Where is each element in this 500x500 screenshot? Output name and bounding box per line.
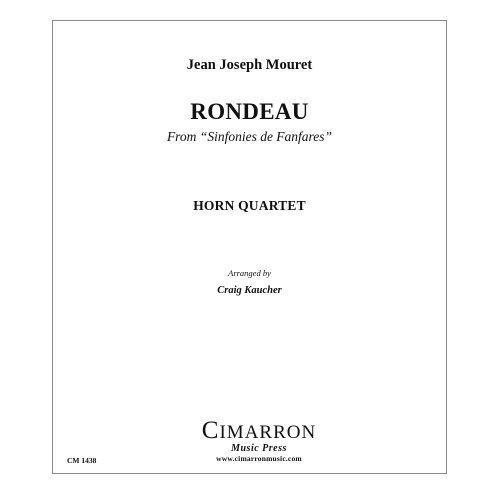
publisher-name	[199, 417, 319, 444]
arranger-name: Craig Kaucher	[217, 285, 282, 296]
publisher-initial: C	[201, 417, 220, 444]
publisher-name-rest: IMARRON	[219, 422, 317, 443]
instrumentation-label: HORN QUARTET	[193, 198, 306, 213]
publisher-logo	[199, 417, 319, 467]
arranged-by-label: Arranged by	[228, 268, 271, 278]
catalog-number: CM 1438	[67, 456, 97, 465]
publisher-url: www.cimarronmusic.com	[216, 454, 302, 463]
piece-title: RONDEAU	[190, 99, 309, 124]
publisher-subtitle: Music Press	[231, 443, 287, 454]
score-cover-page	[52, 20, 447, 474]
composer-name: Jean Joseph Mouret	[186, 57, 313, 73]
piece-subtitle: From “Sinfonies de Fanfares”	[166, 129, 333, 144]
